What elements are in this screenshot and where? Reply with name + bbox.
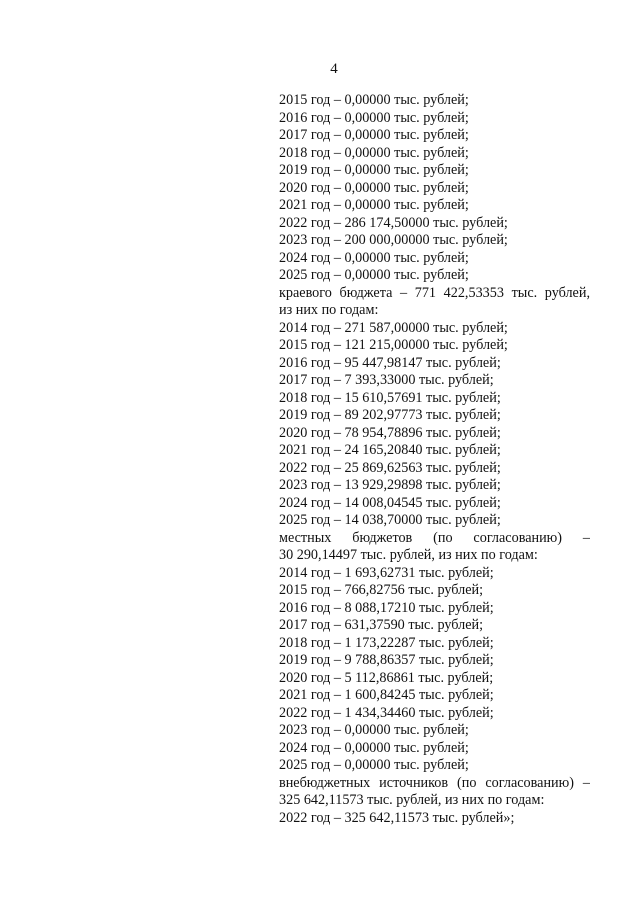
text-line: 2021 год – 1 600,84245 тыс. рублей; [279, 687, 494, 703]
text-line: 2025 год – 0,00000 тыс. рублей; [279, 757, 469, 773]
text-line: 2018 год – 15 610,57691 тыс. рублей; [279, 389, 501, 406]
text-line: 325 642,11573 тыс. рублей, из них по годам: [279, 792, 545, 808]
text-line: 2014 год – 271 587,00000 тыс. рублей; [279, 319, 508, 336]
text-line: 2023 год – 0,00000 тыс. рублей; [279, 722, 469, 738]
document-body [279, 92, 590, 827]
text-line: 2019 год – 89 202,97773 тыс. рублей; [279, 407, 501, 423]
text-line: краевого бюджета – 771 422,53353 тыс. рублей, [279, 284, 590, 301]
text-line: 2019 год – 0,00000 тыс. рублей; [279, 162, 469, 178]
text-line: 2018 год – 1 173,22287 тыс. рублей; [279, 634, 494, 651]
text-line: 30 290,14497 тыс. рублей, из них по годам: [279, 547, 538, 563]
text-line: 2021 год – 0,00000 тыс. рублей; [279, 197, 469, 213]
text-line: из них по годам: [279, 302, 379, 318]
text-line: 2017 год – 0,00000 тыс. рублей; [279, 127, 469, 143]
text-line: 2022 год – 325 642,11573 тыс. рублей»; [279, 809, 515, 826]
text-line: 2017 год – 631,37590 тыс. рублей; [279, 617, 484, 633]
text-line: 2015 год – 766,82756 тыс. рублей; [279, 582, 484, 598]
text-line: 2022 год – 1 434,34460 тыс. рублей; [279, 704, 494, 721]
text-line: 2024 год – 0,00000 тыс. рублей; [279, 249, 469, 266]
text-line: 2015 год – 121 215,00000 тыс. рублей; [279, 337, 508, 353]
text-line: 2020 год – 0,00000 тыс. рублей; [279, 179, 469, 196]
text-line: 2023 год – 200 000,00000 тыс. рублей; [279, 232, 508, 248]
page-number: 4 [330, 61, 338, 77]
text-line: 2016 год – 95 447,98147 тыс. рублей; [279, 354, 501, 371]
text-line: 2019 год – 9 788,86357 тыс. рублей; [279, 652, 494, 668]
text-line: 2015 год – 0,00000 тыс. рублей; [279, 92, 469, 108]
text-line: 2021 год – 24 165,20840 тыс. рублей; [279, 442, 501, 458]
text-line: 2016 год – 8 088,17210 тыс. рублей; [279, 599, 494, 616]
text-line: 2025 год – 14 038,70000 тыс. рублей; [279, 512, 501, 528]
text-line: 2024 год – 14 008,04545 тыс. рублей; [279, 494, 501, 511]
text-line: 2022 год – 286 174,50000 тыс. рублей; [279, 214, 508, 231]
text-line: 2014 год – 1 693,62731 тыс. рублей; [279, 564, 494, 581]
text-line: 2023 год – 13 929,29898 тыс. рублей; [279, 477, 501, 493]
text-line: 2018 год – 0,00000 тыс. рублей; [279, 144, 469, 161]
text-line: внебюджетных источников (по согласованию) – [279, 774, 590, 791]
text-line: 2020 год – 5 112,86861 тыс. рублей; [279, 669, 494, 686]
text-line: 2020 год – 78 954,78896 тыс. рублей; [279, 424, 501, 441]
text-line: местных бюджетов (по согласованию) – [279, 529, 590, 546]
text-line: 2017 год – 7 393,33000 тыс. рублей; [279, 372, 494, 388]
text-line: 2024 год – 0,00000 тыс. рублей; [279, 739, 469, 756]
text-line: 2016 год – 0,00000 тыс. рублей; [279, 109, 469, 126]
text-line: 2025 год – 0,00000 тыс. рублей; [279, 267, 469, 283]
text-line: 2022 год – 25 869,62563 тыс. рублей; [279, 459, 501, 476]
